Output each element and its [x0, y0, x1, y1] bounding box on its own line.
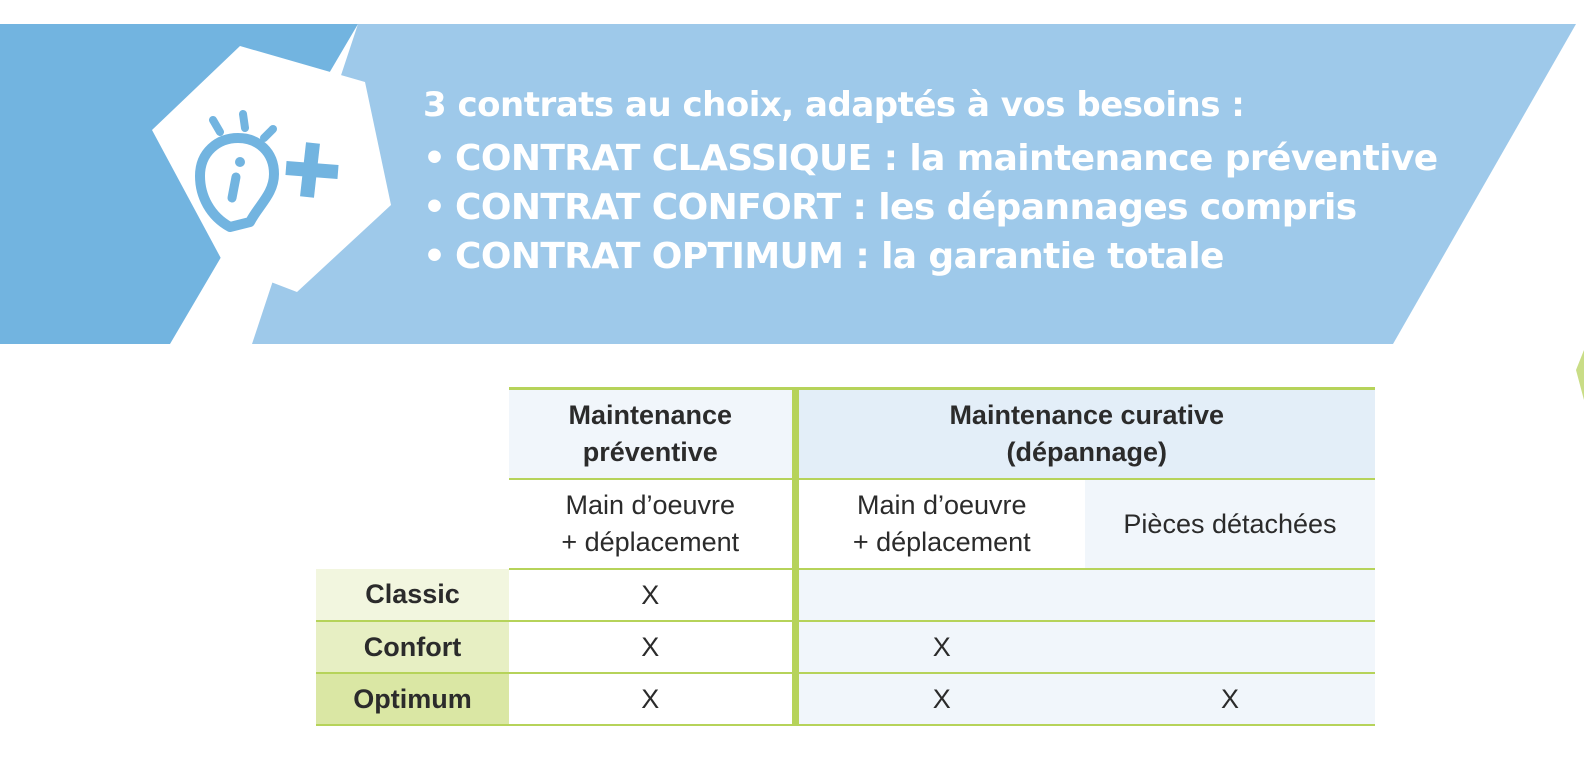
contract-item-classique — [423, 134, 1483, 183]
table-cell — [795, 569, 1085, 621]
contract-item-text: CONTRAT OPTIMUM : la garantie totale — [455, 236, 1224, 277]
table-row-optimum — [316, 673, 1375, 725]
headline-intro: 3 contrats au choix, adaptés à vos besoins : — [423, 85, 1245, 125]
bullet: • — [423, 187, 446, 228]
contract-item-confort — [423, 183, 1483, 232]
empty-corner-cell — [316, 389, 509, 480]
table-cell — [1085, 569, 1375, 621]
table-cell: X — [795, 621, 1085, 673]
contract-list — [423, 134, 1483, 281]
table-sub-header-row — [316, 479, 1375, 569]
empty-corner-cell — [316, 479, 509, 569]
table-cell: X — [1085, 673, 1375, 725]
contract-item-text: CONTRAT CONFORT : les dépannages compris — [455, 187, 1357, 228]
row-label: Optimum — [316, 673, 509, 725]
table-cell: X — [509, 569, 795, 621]
bullet: • — [423, 236, 446, 277]
table-row-classic — [316, 569, 1375, 621]
subheader-spare-parts: Pièces détachées — [1085, 479, 1375, 569]
row-label: Classic — [316, 569, 509, 621]
contract-item-optimum — [423, 232, 1483, 281]
table-cell: X — [509, 621, 795, 673]
contract-item-text: CONTRAT CLASSIQUE : la maintenance préventive — [455, 138, 1438, 179]
header-maintenance-curative: Maintenance curative (dépannage) — [795, 389, 1375, 480]
edge-decoration — [1576, 350, 1584, 400]
subheader-preventive-labor: Main d’oeuvre + déplacement — [509, 479, 795, 569]
row-label: Confort — [316, 621, 509, 673]
table-cell: X — [509, 673, 795, 725]
bullet: • — [423, 138, 446, 179]
subheader-curative-labor: Main d’oeuvre + déplacement — [795, 479, 1085, 569]
table-group-header-row — [316, 389, 1375, 480]
offer-headline — [423, 82, 1483, 281]
header-maintenance-preventive: Maintenance préventive — [509, 389, 795, 480]
table-cell — [1085, 621, 1375, 673]
contract-comparison-table — [316, 387, 1375, 726]
table-row-confort — [316, 621, 1375, 673]
table-cell: X — [795, 673, 1085, 725]
